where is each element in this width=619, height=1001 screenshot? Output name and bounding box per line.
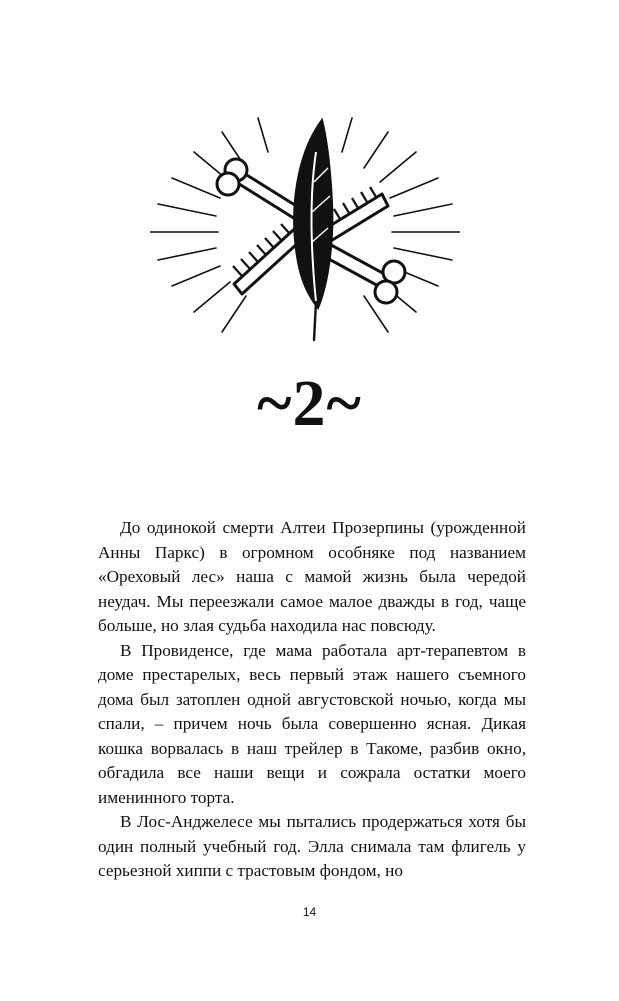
paragraph: В Лос-Анджелесе мы пытались продержаться хотя бы один полный учебный год. Элла снимала там флигель у серьезной хиппи с трастовым фондом, но — [98, 812, 526, 880]
feather-comb-bone-emblem-icon — [150, 112, 460, 344]
body-text — [98, 516, 526, 884]
chapter-emblem — [150, 112, 460, 344]
chapter-number: ~2~ — [257, 367, 362, 440]
paragraph: В Провиденсе, где мама работала арт-терапевтом в доме престарелых, весь первый этаж нашего съемного дома был затоплен одной августовской ночью, когда мы спали, – причем ночь была совершенно ясная. Дикая кошка ворвалась в наш трейлер в Такоме, разбив окно, обгадила все наши вещи и сожрала остатки моего именинного торта. — [98, 640, 526, 807]
page-number: 14 — [302, 905, 317, 919]
paragraph: До одинокой смерти Алтеи Прозерпины (урожденной Анны Паркс) в огромном особняке под названием «Ореховый лес» наша с мамой жизнь была чередой неудач. Мы переезжали самое малое дважды в год, чаще больше, но злая судьба находила нас повсюду. — [98, 518, 526, 635]
